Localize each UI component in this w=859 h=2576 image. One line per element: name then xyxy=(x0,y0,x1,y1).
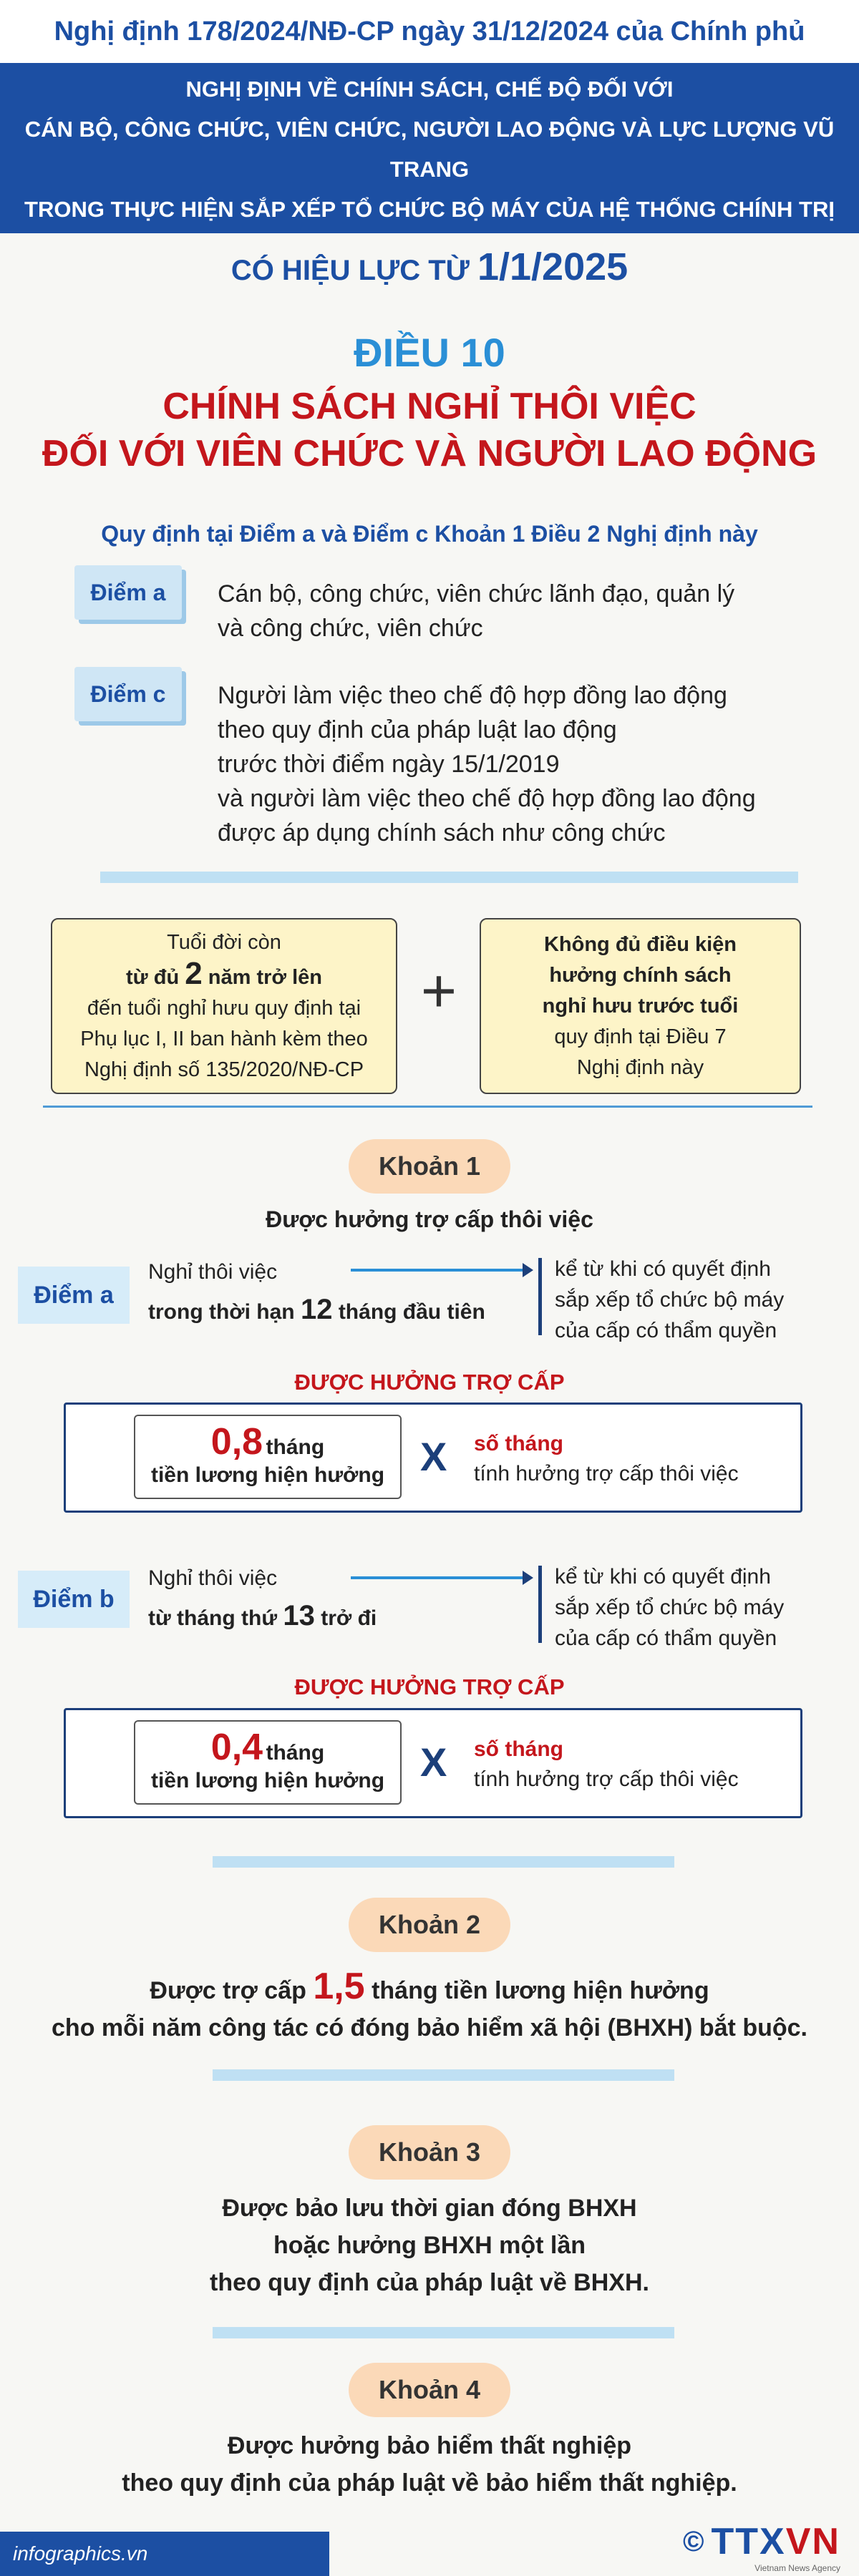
article-title xyxy=(0,383,859,477)
point-c-line: và người làm việc theo chế độ hợp đồng lao động xyxy=(218,785,756,812)
khoan-1-subtitle: Được hưởng trợ cấp thôi việc xyxy=(266,1206,593,1232)
point-c-line: Người làm việc theo chế độ hợp đồng lao động xyxy=(218,682,727,709)
formula-right xyxy=(474,1429,739,1489)
cond-left-pre: từ đủ xyxy=(126,965,180,989)
diem-b-post: trở đi xyxy=(321,1606,377,1630)
arrow-right-icon xyxy=(351,1567,533,1589)
cond-right-line: hưởng chính sách xyxy=(549,963,732,987)
khoan-4-line: Được hưởng bảo hiểm thất nghiệp xyxy=(227,2432,632,2459)
diem-a-num: 12 xyxy=(300,1294,333,1325)
article-title-line-2: ĐỐI VỚI VIÊN CHỨC VÀ NGƯỜI LAO ĐỘNG xyxy=(42,433,817,474)
formula-sub: tiền lương hiện hưởng xyxy=(150,1463,385,1487)
separator-bar xyxy=(100,872,798,883)
brand-part-a: TTX xyxy=(711,2521,786,2562)
cond-left-line: Nghị định số 135/2020/NĐ-CP xyxy=(84,1058,364,1081)
condition-retirement-box xyxy=(480,918,801,1094)
title-line-3: TRONG THỰC HIỆN SẮP XẾP TỔ CHỨC BỘ MÁY CỦA HỆ THỐNG CHÍNH TRỊ xyxy=(24,197,835,222)
khoan-2-text xyxy=(0,1968,859,2046)
separator-bar xyxy=(213,2069,674,2081)
formula-num: 0,4 xyxy=(210,1727,263,1768)
cond-left-line: Tuổi đời còn xyxy=(167,930,281,954)
cond-left-num: 2 xyxy=(185,955,203,991)
brand-wordmark xyxy=(712,2520,840,2563)
point-c-line: được áp dụng chính sách như công chức xyxy=(218,819,666,847)
khoan-3-text xyxy=(0,2190,859,2301)
article-title-line-1: CHÍNH SÁCH NGHỈ THÔI VIỆC xyxy=(162,386,697,427)
scope-title: Quy định tại Điểm a và Điểm c Khoản 1 Điều 2 Nghị định này xyxy=(101,521,758,547)
diem-a-right-line: của cấp có thẩm quyền xyxy=(555,1319,777,1342)
formula-right-1: số tháng xyxy=(474,1737,563,1761)
plus-sign: + xyxy=(420,957,457,1025)
effective-label: CÓ HIỆU LỰC TỪ xyxy=(230,255,470,286)
point-a-tag: Điểm a xyxy=(74,565,182,620)
diem-b-right-line: sắp xếp tổ chức bộ máy xyxy=(555,1596,785,1619)
condition-age-box xyxy=(51,918,397,1094)
khoan-4-pill: Khoản 4 xyxy=(349,2363,510,2417)
decree-header-bar xyxy=(0,0,859,66)
title-band xyxy=(0,66,859,233)
cond-left-line: Phụ lục I, II ban hành kèm theo xyxy=(80,1027,368,1050)
diem-a-right-text xyxy=(555,1254,784,1346)
point-a-line: và công chức, viên chức xyxy=(218,615,483,642)
diem-a-line-1: Nghỉ thôi việc xyxy=(148,1260,278,1284)
point-c-line: theo quy định của pháp luật lao động xyxy=(218,716,617,743)
khoan-3-line: hoặc hưởng BHXH một lần xyxy=(273,2232,586,2259)
formula-right-1: số tháng xyxy=(474,1432,563,1455)
point-c-line: trước thời điểm ngày 15/1/2019 xyxy=(218,751,560,778)
formula-right-2: tính hưởng trợ cấp thôi việc xyxy=(474,1767,739,1791)
diem-b-right-line: kể từ khi có quyết định xyxy=(555,1565,771,1589)
bracket-line xyxy=(538,1258,542,1335)
multiply-sign: X xyxy=(420,1740,447,1785)
khoan-4-text xyxy=(0,2427,859,2502)
point-c-text xyxy=(218,678,756,850)
benefit-label: ĐƯỢC HƯỞNG TRỢ CẤP xyxy=(294,1370,565,1395)
decree-line: Nghị định 178/2024/NĐ-CP ngày 31/12/2024 của Chính phủ xyxy=(54,16,805,47)
formula-coefficient-box xyxy=(134,1720,402,1805)
multiply-sign: X xyxy=(420,1434,447,1479)
cond-left-post: năm trở lên xyxy=(208,965,322,989)
formula-box xyxy=(64,1708,802,1818)
brand-tagline: Vietnam News Agency xyxy=(754,2563,840,2573)
diem-b-line-1: Nghỉ thôi việc xyxy=(148,1566,278,1590)
diem-a-line-2 xyxy=(148,1291,485,1331)
article-number: ĐIỀU 10 xyxy=(354,330,505,375)
diem-b-right-line: của cấp có thẩm quyền xyxy=(555,1626,777,1650)
diem-b-right-text xyxy=(555,1561,784,1654)
diem-a-pre: trong thời hạn xyxy=(148,1300,295,1324)
divider-line xyxy=(43,1106,812,1108)
formula-coefficient-box xyxy=(134,1415,402,1499)
diem-b-leave-text xyxy=(148,1560,377,1637)
cond-right-line: Không đủ điều kiện xyxy=(543,932,737,956)
formula-right xyxy=(474,1735,739,1795)
khoan-3-line: theo quy định của pháp luật về BHXH. xyxy=(210,2269,649,2296)
formula-unit: tháng xyxy=(266,1741,325,1765)
diem-b-tag: Điểm b xyxy=(18,1571,130,1628)
diem-a-tag: Điểm a xyxy=(18,1267,130,1324)
khoan-2-post: tháng tiền lương hiện hưởng xyxy=(372,1977,709,2004)
separator-bar xyxy=(213,2327,674,2338)
title-line-2: CÁN BỘ, CÔNG CHỨC, VIÊN CHỨC, NGƯỜI LAO ĐỘNG VÀ LỰC LƯỢNG VŨ TRANG xyxy=(24,117,835,182)
benefit-label: ĐƯỢC HƯỞNG TRỢ CẤP xyxy=(294,1674,565,1699)
cond-left-line: đến tuổi nghỉ hưu quy định tại xyxy=(87,996,361,1020)
cond-right-line: Nghị định này xyxy=(576,1055,704,1079)
diem-a-right-line: kể từ khi có quyết định xyxy=(555,1257,771,1281)
diem-b-num: 13 xyxy=(283,1600,315,1631)
diem-a-right-line: sắp xếp tổ chức bộ máy xyxy=(555,1288,785,1312)
effective-date-line xyxy=(0,245,859,289)
formula-num: 0,8 xyxy=(210,1421,263,1463)
agency-logo xyxy=(683,2520,840,2573)
khoan-2-num: 1,5 xyxy=(313,1966,365,2007)
arrow-right-icon xyxy=(351,1259,533,1281)
cond-left-line xyxy=(52,955,396,993)
effective-date: 1/1/2025 xyxy=(477,245,629,288)
diem-b-pre: từ tháng thứ xyxy=(148,1606,278,1630)
khoan-3-line: Được bảo lưu thời gian đóng BHXH xyxy=(222,2195,637,2222)
khoan-2-line-2: cho mỗi năm công tác có đóng bảo hiểm xã hội (BHXH) bắt buộc. xyxy=(52,2014,807,2041)
formula-right-2: tính hưởng trợ cấp thôi việc xyxy=(474,1462,739,1485)
copyright-icon: © xyxy=(683,2525,704,2557)
khoan-2-pill: Khoản 2 xyxy=(349,1898,510,1952)
point-c-tag: Điểm c xyxy=(74,667,182,721)
cond-right-line: quy định tại Điều 7 xyxy=(554,1025,727,1048)
formula-unit: tháng xyxy=(266,1435,325,1459)
khoan-2-pre: Được trợ cấp xyxy=(150,1977,306,2004)
diem-a-post: tháng đầu tiên xyxy=(338,1300,485,1324)
point-a-line: Cán bộ, công chức, viên chức lãnh đạo, quản lý xyxy=(218,580,735,608)
separator-bar xyxy=(213,1856,674,1868)
khoan-4-line: theo quy định của pháp luật về bảo hiểm thất nghiệp. xyxy=(122,2469,737,2497)
formula-sub: tiền lương hiện hưởng xyxy=(150,1769,385,1792)
bracket-line xyxy=(538,1566,542,1643)
title-line-1: NGHỊ ĐỊNH VỀ CHÍNH SÁCH, CHẾ ĐỘ ĐỐI VỚI xyxy=(185,77,674,102)
khoan-2-line-1 xyxy=(0,1968,859,2009)
point-a-text xyxy=(218,577,734,645)
khoan-1-pill: Khoản 1 xyxy=(349,1139,510,1194)
brand-part-b: VN xyxy=(785,2521,840,2562)
diem-b-line-2 xyxy=(148,1597,377,1637)
cond-right-line: nghỉ hưu trước tuổi xyxy=(542,994,739,1018)
formula-box xyxy=(64,1402,802,1513)
site-url: infographics.vn xyxy=(0,2532,329,2576)
khoan-3-pill: Khoản 3 xyxy=(349,2125,510,2180)
